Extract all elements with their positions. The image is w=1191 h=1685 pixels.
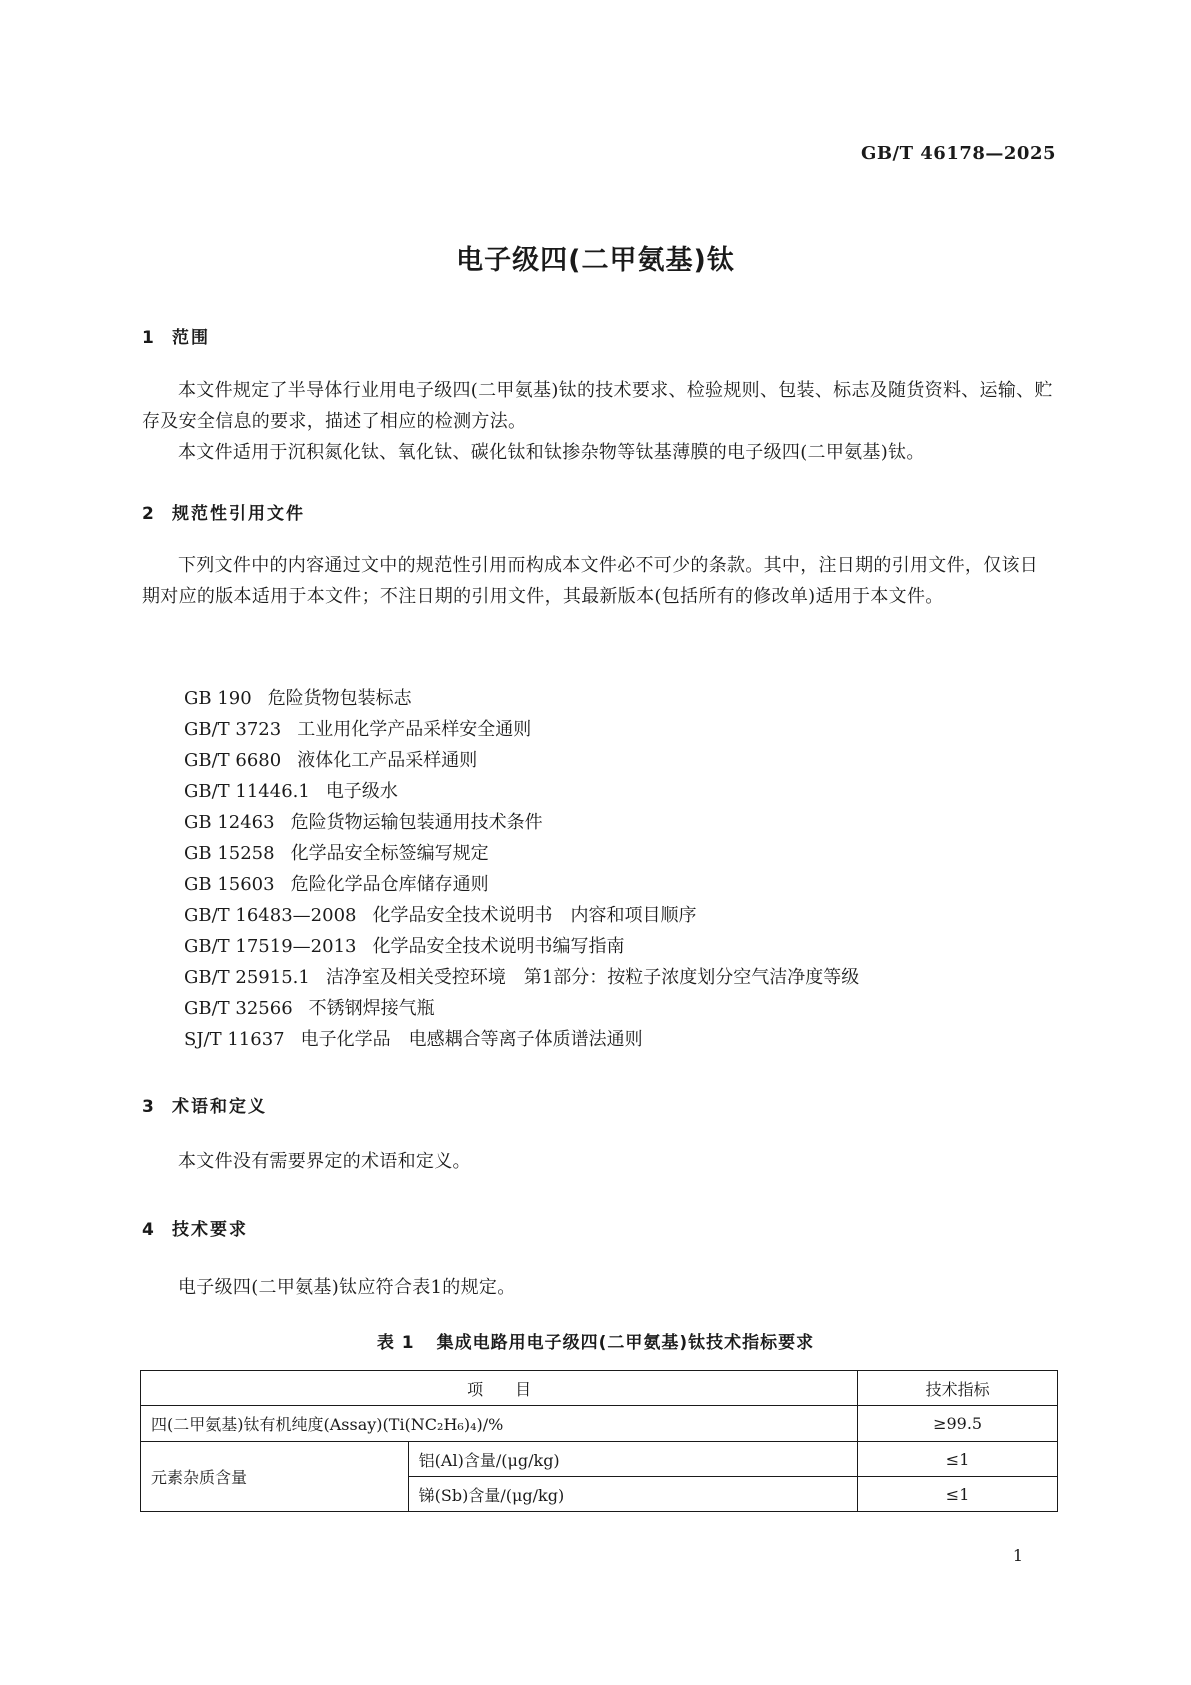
reference-code: GB 190 <box>184 688 252 709</box>
section-title: 范围 <box>172 328 210 348</box>
table-row <box>141 1442 1058 1477</box>
section-heading-tech-requirements <box>142 1215 248 1240</box>
reference-code: GB/T 3723 <box>184 719 282 740</box>
reference-code: GB/T 6680 <box>184 750 282 771</box>
tech-requirements-paragraph: 电子级四(二甲氨基)钛应符合表1的规定。 <box>178 1277 516 1298</box>
normative-reference-list <box>184 683 859 1055</box>
table-cell-spec: ≤1 <box>858 1442 1058 1477</box>
reference-title: 工业用化学产品采样安全通则 <box>297 719 532 740</box>
terms-paragraph: 本文件没有需要界定的术语和定义。 <box>178 1151 471 1172</box>
scope-paragraph-2: 本文件适用于沉积氮化钛、氧化钛、碳化钛和钛掺杂物等钛基薄膜的电子级四(二甲氨基)钛。 <box>178 442 925 463</box>
normative-refs-intro: 下列文件中的内容通过文中的规范性引用而构成本文件必不可少的条款。其中，注日期的引用文件，仅该日期对应的版本适用于本文件；不注日期的引用文件，其最新版本(包括所有的修改单)适用于本文件。 <box>142 555 1039 607</box>
section-number: 1 <box>142 328 154 348</box>
reference-item <box>184 807 859 838</box>
reference-code: GB/T 16483—2008 <box>184 905 357 926</box>
reference-item <box>184 838 859 869</box>
reference-item <box>184 931 859 962</box>
reference-item <box>184 776 859 807</box>
reference-code: GB 15603 <box>184 874 275 895</box>
reference-code: GB 12463 <box>184 812 275 833</box>
table-cell-item: 四(二甲氨基)钛有机纯度(Assay)(Ti(NC₂H₆)₄)/% <box>141 1406 858 1442</box>
reference-title: 化学品安全技术说明书 内容和项目顺序 <box>372 905 697 926</box>
reference-code: GB/T 11446.1 <box>184 781 310 802</box>
reference-item <box>184 714 859 745</box>
section-heading-scope <box>142 323 210 348</box>
table-label: 表 1 <box>376 1333 415 1353</box>
section-heading-normative-references <box>142 499 305 524</box>
reference-item <box>184 900 859 931</box>
reference-title: 危险货物运输包装通用技术条件 <box>290 812 543 833</box>
standard-code: GB/T 46178—2025 <box>860 143 1056 164</box>
reference-title: 化学品安全技术说明书编写指南 <box>372 936 625 957</box>
reference-title: 电子化学品 电感耦合等离子体质谱法通则 <box>300 1029 643 1050</box>
reference-code: GB/T 17519—2013 <box>184 936 357 957</box>
reference-title: 危险化学品仓库储存通则 <box>290 874 489 895</box>
reference-code: GB/T 25915.1 <box>184 967 310 988</box>
table-caption-text: 集成电路用电子级四(二甲氨基)钛技术指标要求 <box>436 1333 815 1353</box>
reference-item <box>184 1024 859 1055</box>
section-number: 3 <box>142 1097 154 1117</box>
table-caption <box>0 1328 1191 1353</box>
table-header-row <box>141 1371 1058 1406</box>
table-row <box>141 1406 1058 1442</box>
reference-item <box>184 993 859 1024</box>
scope-paragraph-1: 本文件规定了半导体行业用电子级四(二甲氨基)钛的技术要求、检验规则、包装、标志及随货资料、运输、贮存及安全信息的要求，描述了相应的检测方法。 <box>142 380 1053 432</box>
document-title: 电子级四(二甲氨基)钛 <box>456 245 735 276</box>
reference-title: 化学品安全标签编写规定 <box>290 843 489 864</box>
reference-item <box>184 683 859 714</box>
column-header-item: 项 目 <box>141 1371 858 1406</box>
reference-item <box>184 962 859 993</box>
reference-title: 液体化工产品采样通则 <box>297 750 478 771</box>
reference-title: 洁净室及相关受控环境 第1部分：按粒子浓度划分空气洁净度等级 <box>325 967 860 988</box>
section-number: 4 <box>142 1220 154 1240</box>
reference-title: 电子级水 <box>325 781 398 802</box>
table-group-cell: 元素杂质含量 <box>141 1442 409 1512</box>
section-title: 技术要求 <box>172 1220 248 1240</box>
reference-item <box>184 869 859 900</box>
section-heading-terms <box>142 1092 267 1117</box>
table-cell-spec: ≥99.5 <box>858 1406 1058 1442</box>
table-cell-spec: ≤1 <box>858 1477 1058 1512</box>
section-number: 2 <box>142 504 154 524</box>
reference-title: 危险货物包装标志 <box>267 688 412 709</box>
spec-table <box>140 1370 1058 1512</box>
reference-code: SJ/T 11637 <box>184 1029 285 1050</box>
reference-title: 不锈钢焊接气瓶 <box>308 998 435 1019</box>
reference-item <box>184 745 859 776</box>
page-number: 1 <box>1012 1546 1023 1565</box>
column-header-spec: 技术指标 <box>858 1371 1058 1406</box>
reference-code: GB 15258 <box>184 843 275 864</box>
section-title: 规范性引用文件 <box>172 504 305 524</box>
reference-code: GB/T 32566 <box>184 998 293 1019</box>
table-cell-item: 锑(Sb)含量/(μg/kg) <box>408 1477 858 1512</box>
section-title: 术语和定义 <box>172 1097 267 1117</box>
table-cell-item: 铝(Al)含量/(μg/kg) <box>408 1442 858 1477</box>
